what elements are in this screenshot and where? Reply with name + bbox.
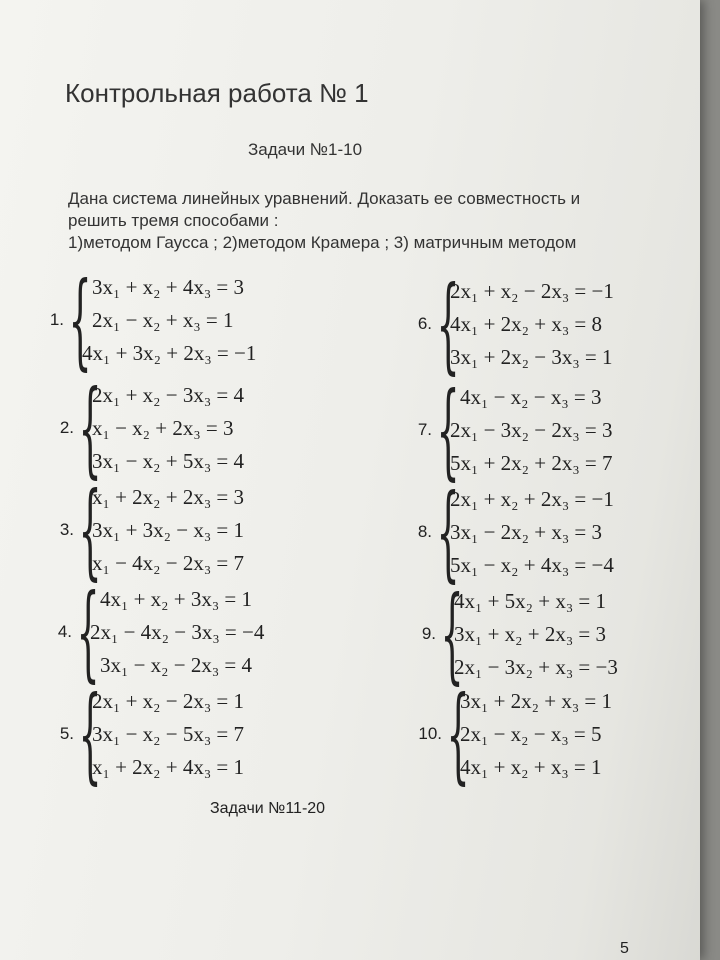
equation: x₁ + 2x₂ + 4x₃ = 1	[92, 755, 244, 779]
task-description-line: решить тремя способами :	[68, 211, 279, 230]
equation: 4x₁ + 2x₂ + x₃ = 8	[450, 312, 602, 336]
page-title: Контрольная работа № 1	[65, 78, 369, 108]
system-brace: {	[436, 263, 460, 385]
equation: 2x₁ + x₂ − 2x₃ = 1	[92, 689, 244, 713]
problem-number: 8.	[417, 522, 432, 541]
equation-system	[450, 382, 613, 478]
equation-system	[92, 686, 244, 782]
equation: 3x₁ + x₂ + 4x₃ = 3	[92, 275, 244, 299]
equation: 3x₁ − x₂ + 5x₃ = 4	[92, 449, 244, 473]
problem-4	[36, 571, 265, 693]
problem-6	[396, 263, 614, 385]
task-description	[68, 188, 658, 254]
equation: 3x₁ − x₂ − 2x₃ = 4	[100, 653, 252, 677]
equation: 2x₁ − x₂ − x₃ = 5	[460, 722, 602, 746]
equation: 3x₁ + 2x₂ + x₃ = 1	[460, 689, 612, 713]
equation: 3x₁ + x₂ + 2x₃ = 3	[454, 622, 606, 646]
system-brace: {	[440, 573, 464, 695]
system-brace: {	[78, 673, 102, 795]
page-number: 5	[620, 940, 629, 957]
problem-number: 1.	[49, 310, 64, 329]
section-subtitle: Задачи №1-10	[248, 140, 363, 159]
equation-system	[92, 482, 244, 578]
equation: 2x₁ − 4x₂ − 3x₃ = −4	[90, 620, 265, 644]
equation-system	[92, 380, 244, 476]
equation: 2x₁ − x₂ + x₃ = 1	[92, 308, 234, 332]
equation: 4x₁ − x₂ − x₃ = 3	[460, 385, 602, 409]
system-brace: {	[78, 469, 102, 591]
problem-1	[28, 259, 257, 381]
equation: 5x₁ + 2x₂ + 2x₃ = 7	[450, 451, 613, 475]
equation: 5x₁ − x₂ + 4x₃ = −4	[450, 553, 614, 577]
problem-10	[406, 673, 612, 795]
equation: x₁ − x₂ + 2x₃ = 3	[92, 416, 234, 440]
problem-3	[38, 469, 244, 591]
problem-7	[396, 369, 613, 491]
equation: 2x₁ + x₂ − 2x₃ = −1	[450, 279, 614, 303]
equation: 4x₁ + x₂ + 3x₃ = 1	[100, 587, 252, 611]
equation-system	[450, 484, 614, 580]
equation-system	[454, 586, 618, 682]
problem-number: 6.	[417, 314, 432, 333]
equation: 3x₁ − 2x₂ + x₃ = 3	[450, 520, 602, 544]
equation: 3x₁ − x₂ − 5x₃ = 7	[92, 722, 244, 746]
problem-2	[38, 367, 244, 489]
task-description-line: 1)методом Гаусса ; 2)методом Крамера ; 3) матричным методом	[68, 233, 577, 252]
equation: 2x₁ − 3x₂ − 2x₃ = 3	[450, 418, 613, 442]
equation: 2x₁ + x₂ − 3x₃ = 4	[92, 383, 244, 407]
equation: 3x₁ + 3x₂ − x₃ = 1	[92, 518, 244, 542]
problem-8	[396, 471, 614, 593]
system-brace: {	[436, 471, 460, 593]
problem-number: 10.	[418, 724, 442, 743]
system-brace: {	[76, 571, 100, 693]
equation: 2x₁ + x₂ + 2x₃ = −1	[450, 487, 614, 511]
system-brace: {	[68, 259, 92, 381]
system-brace: {	[436, 369, 460, 491]
task-description-line: Дана система линейных уравнений. Доказать ее совместность и	[68, 189, 581, 208]
equation: x₁ + 2x₂ + 2x₃ = 3	[92, 485, 244, 509]
section-subtitle-next: Задачи №11-20	[210, 800, 326, 817]
problem-number: 2.	[59, 418, 74, 437]
problem-5	[38, 673, 244, 795]
equation: x₁ − 4x₂ − 2x₃ = 7	[92, 551, 244, 575]
equation-system	[90, 584, 264, 680]
problem-number: 5.	[59, 724, 74, 743]
problem-number: 9.	[421, 624, 436, 643]
problem-number: 7.	[417, 420, 432, 439]
equation-system	[450, 276, 614, 372]
problem-number: 3.	[59, 520, 74, 539]
equation-system	[82, 272, 256, 368]
problem-9	[400, 573, 618, 695]
equation: 3x₁ + 2x₂ − 3x₃ = 1	[450, 345, 613, 369]
equation: 4x₁ + 5x₂ + x₃ = 1	[454, 589, 606, 613]
equation: 4x₁ + x₂ + x₃ = 1	[460, 755, 602, 779]
system-brace: {	[446, 673, 470, 795]
equation: 4x₁ + 3x₂ + 2x₃ = −1	[82, 341, 257, 365]
problem-number: 4.	[57, 622, 72, 641]
equation: 2x₁ − 3x₂ + x₃ = −3	[454, 655, 618, 679]
equation-system	[460, 686, 612, 782]
system-brace: {	[78, 367, 102, 489]
